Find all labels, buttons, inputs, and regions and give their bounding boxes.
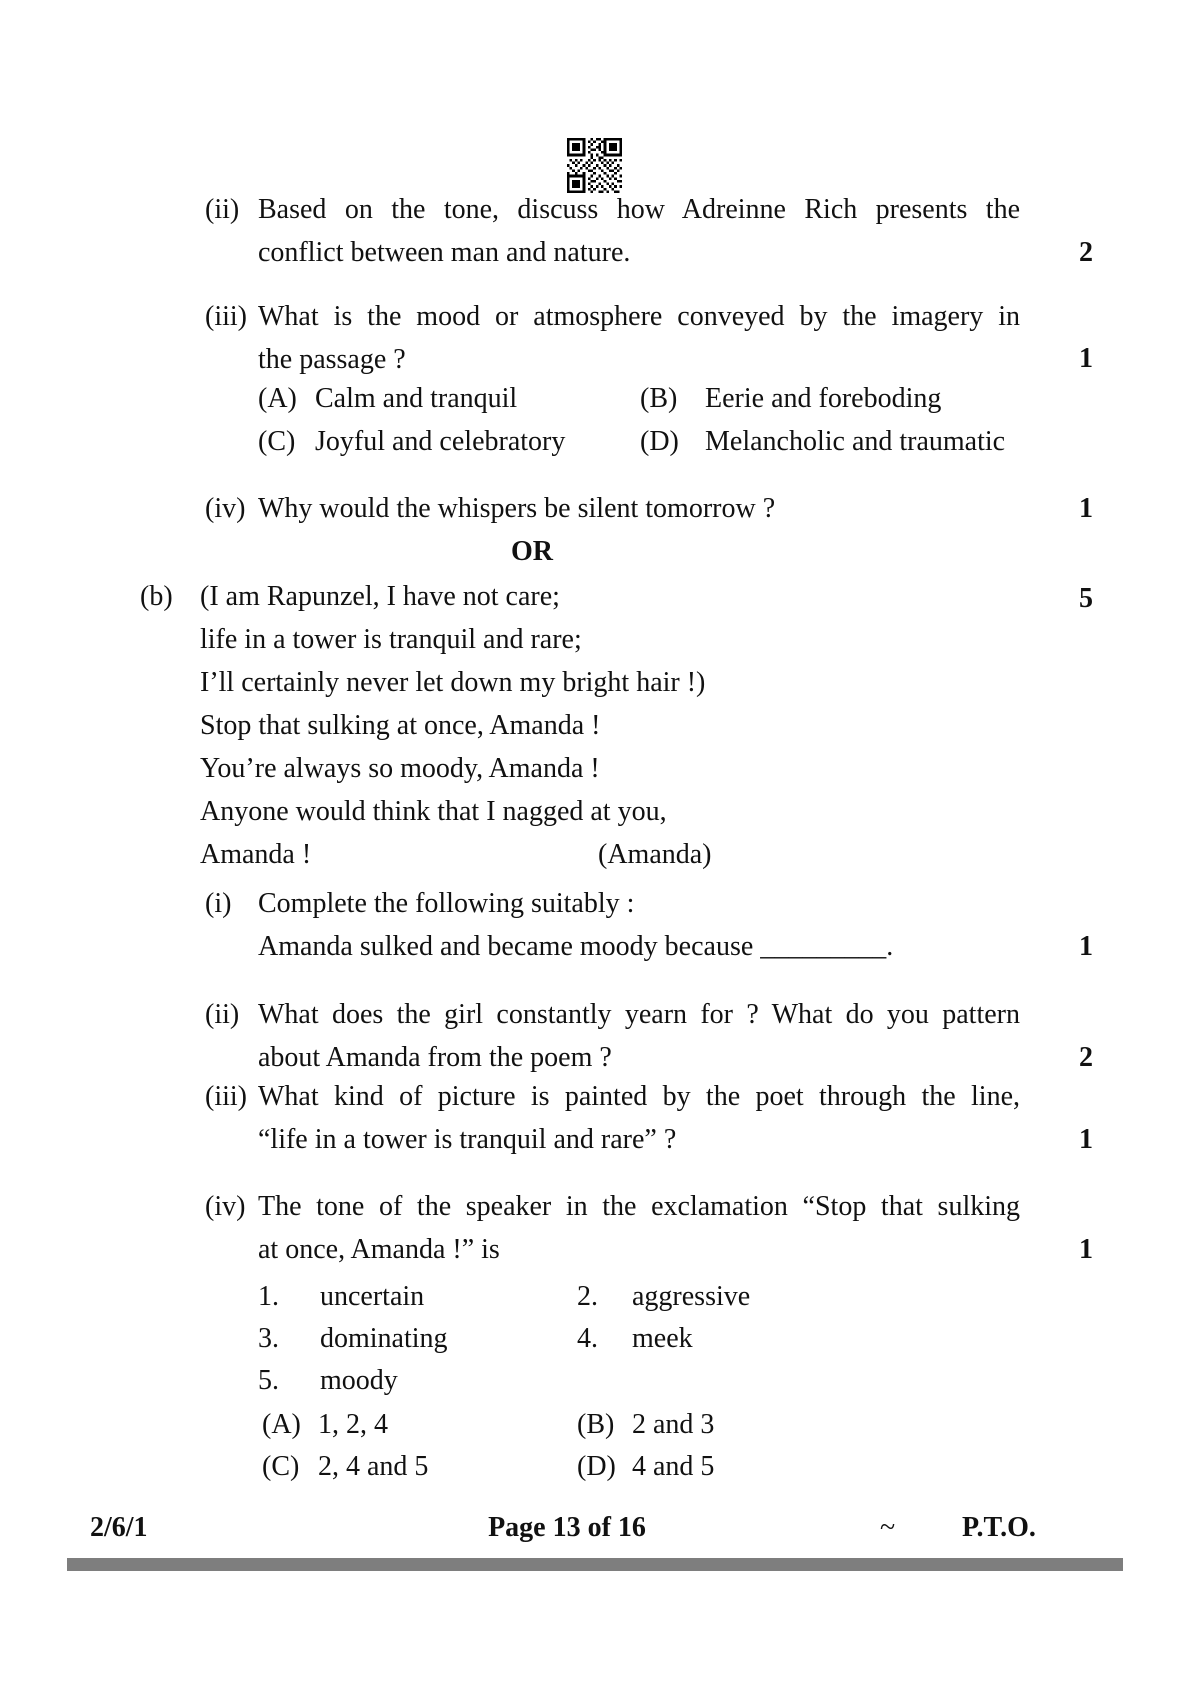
question-a-iv bbox=[205, 487, 1020, 530]
qr-code-icon bbox=[566, 138, 623, 193]
marks-value: 1 bbox=[1079, 343, 1093, 374]
option-label: (A) bbox=[258, 383, 297, 414]
or-separator: OR bbox=[511, 536, 553, 567]
numbered-item-row bbox=[205, 1317, 1020, 1360]
question-b-iv bbox=[205, 1185, 1020, 1271]
question-b-i bbox=[205, 882, 1020, 968]
paper-code: 2/6/1 bbox=[90, 1512, 148, 1543]
marks-value: 1 bbox=[1079, 931, 1093, 962]
item-text: dominating bbox=[320, 1323, 448, 1354]
pto-label: P.T.O. bbox=[962, 1512, 1036, 1543]
option-text: Eerie and foreboding bbox=[705, 383, 942, 414]
page-footer bbox=[0, 1506, 1190, 1549]
poem-line: Stop that sulking at once, Amanda ! bbox=[200, 710, 601, 741]
item-number: 2. bbox=[577, 1281, 598, 1312]
option-text: Calm and tranquil bbox=[315, 383, 518, 414]
item-number: 3. bbox=[258, 1323, 279, 1354]
question-text-line: at once, Amanda !” is bbox=[258, 1234, 500, 1265]
question-label: (iii) bbox=[205, 301, 247, 332]
question-text-line: Why would the whispers be silent tomorrow ? bbox=[258, 493, 776, 524]
item-text: uncertain bbox=[320, 1281, 425, 1312]
option-label: (B) bbox=[640, 383, 678, 414]
question-text-line: conflict between man and nature. bbox=[258, 237, 631, 268]
marks-value: 2 bbox=[1079, 237, 1093, 268]
mcq-option-row bbox=[205, 377, 1020, 420]
mcq-option-row bbox=[205, 420, 1020, 463]
marks-value: 2 bbox=[1079, 1042, 1093, 1073]
question-b-ii bbox=[205, 993, 1020, 1079]
marks-value: 1 bbox=[1079, 1234, 1093, 1265]
question-a-ii bbox=[205, 188, 1020, 274]
question-text-line: Complete the following suitably : bbox=[258, 888, 635, 919]
footer-divider-bar bbox=[67, 1558, 1123, 1571]
marks-value: 1 bbox=[1079, 493, 1093, 524]
question-text-line: What does the girl constantly yearn for ? What do you pattern bbox=[258, 999, 1020, 1030]
option-text: 1, 2, 4 bbox=[318, 1409, 388, 1440]
marks-value: 5 bbox=[1079, 583, 1093, 614]
question-text-line: Based on the tone, discuss how Adreinne Rich presents the bbox=[258, 194, 1020, 225]
mcq-option-row bbox=[205, 1403, 1020, 1446]
marks-value: 1 bbox=[1079, 1124, 1093, 1155]
question-label: (ii) bbox=[205, 194, 240, 225]
question-text-line: the passage ? bbox=[258, 344, 406, 375]
item-number: 5. bbox=[258, 1365, 279, 1396]
item-text: meek bbox=[632, 1323, 693, 1354]
question-b-poem bbox=[140, 575, 1040, 876]
question-b-iii bbox=[205, 1075, 1020, 1161]
poem-line bbox=[200, 833, 1040, 876]
item-text: moody bbox=[320, 1365, 398, 1396]
option-text: Melancholic and traumatic bbox=[705, 426, 1006, 457]
question-label: (ii) bbox=[205, 999, 240, 1030]
question-label: (iv) bbox=[205, 493, 246, 524]
poem-line: Anyone would think that I nagged at you, bbox=[200, 796, 667, 827]
item-number: 1. bbox=[258, 1281, 279, 1312]
numbered-item-row bbox=[205, 1359, 1020, 1402]
option-text: 4 and 5 bbox=[632, 1451, 715, 1482]
numbered-item-row bbox=[205, 1275, 1020, 1318]
question-label: (i) bbox=[205, 888, 232, 919]
question-text-line: What is the mood or atmosphere conveyed by the imagery in bbox=[258, 301, 1020, 332]
poem-attribution: (Amanda) bbox=[598, 839, 712, 870]
item-text: aggressive bbox=[632, 1281, 751, 1312]
poem-line-text: Amanda ! bbox=[200, 839, 312, 870]
option-label: (D) bbox=[577, 1451, 616, 1482]
question-a-iii bbox=[205, 295, 1020, 381]
question-text-line: Amanda sulked and became moody because _________. bbox=[258, 931, 894, 962]
option-label: (C) bbox=[258, 426, 296, 457]
poem-line: I’ll certainly never let down my bright hair !) bbox=[200, 667, 706, 698]
mcq-option-row bbox=[205, 1445, 1020, 1488]
option-label: (A) bbox=[262, 1409, 301, 1440]
question-text-line: The tone of the speaker in the exclamation “Stop that sulking bbox=[258, 1191, 1020, 1222]
poem-line: life in a tower is tranquil and rare; bbox=[200, 624, 582, 655]
question-label: (b) bbox=[140, 581, 173, 612]
option-text: 2, 4 and 5 bbox=[318, 1451, 429, 1482]
option-label: (D) bbox=[640, 426, 679, 457]
question-label: (iv) bbox=[205, 1191, 246, 1222]
question-label: (iii) bbox=[205, 1081, 247, 1112]
poem-line: You’re always so moody, Amanda ! bbox=[200, 753, 600, 784]
option-label: (C) bbox=[262, 1451, 300, 1482]
question-text-line: What kind of picture is painted by the poet through the line, bbox=[258, 1081, 1020, 1112]
page-number: Page 13 of 16 bbox=[488, 1512, 646, 1543]
option-text: Joyful and celebratory bbox=[315, 426, 566, 457]
item-number: 4. bbox=[577, 1323, 598, 1354]
poem-line: (I am Rapunzel, I have not care; bbox=[200, 581, 560, 612]
question-text-line: about Amanda from the poem ? bbox=[258, 1042, 612, 1073]
option-label: (B) bbox=[577, 1409, 615, 1440]
tilde-mark: ~ bbox=[880, 1512, 896, 1543]
option-text: 2 and 3 bbox=[632, 1409, 715, 1440]
question-text-line: “life in a tower is tranquil and rare” ? bbox=[258, 1124, 677, 1155]
